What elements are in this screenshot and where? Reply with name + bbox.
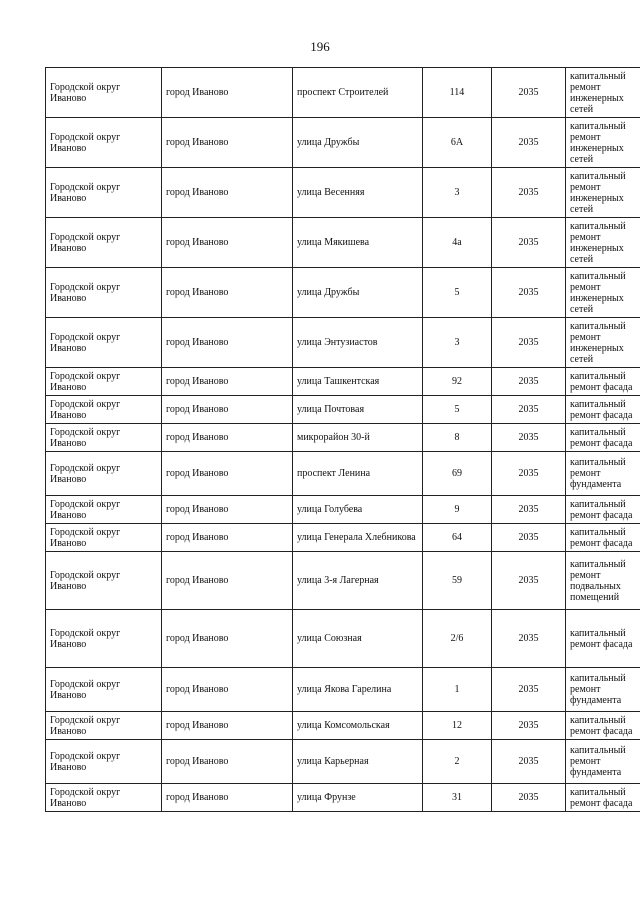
street-cell: улица Дружбы <box>293 118 423 168</box>
city-cell: город Иваново <box>162 368 293 396</box>
house-number-cell: 64 <box>423 524 492 552</box>
municipality-cell: Городской округ Иваново <box>46 168 162 218</box>
work-type-cell: капитальный ремонт фасада <box>566 784 640 812</box>
street-cell: улица Весенняя <box>293 168 423 218</box>
municipality-cell: Городской округ Иваново <box>46 668 162 712</box>
house-number-cell: 92 <box>423 368 492 396</box>
municipality-cell: Городской округ Иваново <box>46 784 162 812</box>
house-number-cell: 1 <box>423 668 492 712</box>
street-cell: улица Голубева <box>293 496 423 524</box>
table-row <box>46 452 640 496</box>
street-cell: проспект Ленина <box>293 452 423 496</box>
city-cell: город Иваново <box>162 452 293 496</box>
house-number-cell: 6А <box>423 118 492 168</box>
work-type-cell: капитальный ремонт фасада <box>566 712 640 740</box>
year-cell: 2035 <box>492 668 566 712</box>
municipality-cell: Городской округ Иваново <box>46 218 162 268</box>
municipality-cell: Городской округ Иваново <box>46 496 162 524</box>
year-cell: 2035 <box>492 168 566 218</box>
street-cell: улица Энтузиастов <box>293 318 423 368</box>
city-cell: город Иваново <box>162 552 293 610</box>
street-cell: улица Якова Гарелина <box>293 668 423 712</box>
year-cell: 2035 <box>492 784 566 812</box>
city-cell: город Иваново <box>162 396 293 424</box>
municipality-cell: Городской округ Иваново <box>46 740 162 784</box>
work-type-cell: капитальный ремонт фасада <box>566 496 640 524</box>
work-type-cell: капитальный ремонт фасада <box>566 524 640 552</box>
municipality-cell: Городской округ Иваново <box>46 524 162 552</box>
table-row <box>46 552 640 610</box>
house-number-cell: 12 <box>423 712 492 740</box>
year-cell: 2035 <box>492 268 566 318</box>
table-row <box>46 368 640 396</box>
house-number-cell: 31 <box>423 784 492 812</box>
city-cell: город Иваново <box>162 68 293 118</box>
year-cell: 2035 <box>492 368 566 396</box>
year-cell: 2035 <box>492 424 566 452</box>
house-number-cell: 9 <box>423 496 492 524</box>
street-cell: проспект Строителей <box>293 68 423 118</box>
work-type-cell: капитальный ремонт подвальных помещений <box>566 552 640 610</box>
table-row <box>46 496 640 524</box>
table-row <box>46 218 640 268</box>
house-number-cell: 8 <box>423 424 492 452</box>
city-cell: город Иваново <box>162 610 293 668</box>
work-type-cell: капитальный ремонт инженерных сетей <box>566 68 640 118</box>
work-type-cell: капитальный ремонт инженерных сетей <box>566 218 640 268</box>
work-type-cell: капитальный ремонт инженерных сетей <box>566 268 640 318</box>
city-cell: город Иваново <box>162 218 293 268</box>
table-row <box>46 318 640 368</box>
city-cell: город Иваново <box>162 168 293 218</box>
page-number: 196 <box>310 39 330 54</box>
housing-repair-table <box>45 67 640 812</box>
work-type-cell: капитальный ремонт инженерных сетей <box>566 118 640 168</box>
city-cell: город Иваново <box>162 496 293 524</box>
house-number-cell: 59 <box>423 552 492 610</box>
work-type-cell: капитальный ремонт фундамента <box>566 668 640 712</box>
work-type-cell: капитальный ремонт инженерных сетей <box>566 318 640 368</box>
street-cell: улица Ташкентская <box>293 368 423 396</box>
table-row <box>46 740 640 784</box>
year-cell: 2035 <box>492 496 566 524</box>
year-cell: 2035 <box>492 118 566 168</box>
municipality-cell: Городской округ Иваново <box>46 552 162 610</box>
year-cell: 2035 <box>492 218 566 268</box>
municipality-cell: Городской округ Иваново <box>46 368 162 396</box>
municipality-cell: Городской округ Иваново <box>46 68 162 118</box>
table-body <box>46 68 640 812</box>
work-type-cell: капитальный ремонт фасада <box>566 610 640 668</box>
municipality-cell: Городской округ Иваново <box>46 396 162 424</box>
table-row <box>46 784 640 812</box>
house-number-cell: 3 <box>423 318 492 368</box>
city-cell: город Иваново <box>162 524 293 552</box>
year-cell: 2035 <box>492 452 566 496</box>
year-cell: 2035 <box>492 740 566 784</box>
street-cell: улица Дружбы <box>293 268 423 318</box>
municipality-cell: Городской округ Иваново <box>46 268 162 318</box>
city-cell: город Иваново <box>162 784 293 812</box>
city-cell: город Иваново <box>162 118 293 168</box>
work-type-cell: капитальный ремонт инженерных сетей <box>566 168 640 218</box>
table-row <box>46 118 640 168</box>
house-number-cell: 5 <box>423 396 492 424</box>
table-row <box>46 610 640 668</box>
street-cell: улица Генерала Хлебникова <box>293 524 423 552</box>
municipality-cell: Городской округ Иваново <box>46 452 162 496</box>
city-cell: город Иваново <box>162 268 293 318</box>
table-row <box>46 524 640 552</box>
street-cell: улица Мякишева <box>293 218 423 268</box>
year-cell: 2035 <box>492 712 566 740</box>
street-cell: улица Фрунзе <box>293 784 423 812</box>
table-row <box>46 168 640 218</box>
year-cell: 2035 <box>492 396 566 424</box>
house-number-cell: 69 <box>423 452 492 496</box>
year-cell: 2035 <box>492 524 566 552</box>
table-row <box>46 68 640 118</box>
table-row <box>46 268 640 318</box>
street-cell: улица Союзная <box>293 610 423 668</box>
house-number-cell: 3 <box>423 168 492 218</box>
house-number-cell: 5 <box>423 268 492 318</box>
street-cell: улица Комсомольская <box>293 712 423 740</box>
work-type-cell: капитальный ремонт фундамента <box>566 452 640 496</box>
municipality-cell: Городской округ Иваново <box>46 610 162 668</box>
house-number-cell: 114 <box>423 68 492 118</box>
work-type-cell: капитальный ремонт фундамента <box>566 740 640 784</box>
city-cell: город Иваново <box>162 668 293 712</box>
table-row <box>46 712 640 740</box>
table-row <box>46 668 640 712</box>
year-cell: 2035 <box>492 610 566 668</box>
work-type-cell: капитальный ремонт фасада <box>566 424 640 452</box>
street-cell: микрорайон 30-й <box>293 424 423 452</box>
house-number-cell: 2 <box>423 740 492 784</box>
municipality-cell: Городской округ Иваново <box>46 712 162 740</box>
house-number-cell: 4а <box>423 218 492 268</box>
street-cell: улица Почтовая <box>293 396 423 424</box>
city-cell: город Иваново <box>162 712 293 740</box>
table-row <box>46 424 640 452</box>
street-cell: улица Карьерная <box>293 740 423 784</box>
work-type-cell: капитальный ремонт фасада <box>566 368 640 396</box>
year-cell: 2035 <box>492 552 566 610</box>
year-cell: 2035 <box>492 318 566 368</box>
city-cell: город Иваново <box>162 318 293 368</box>
street-cell: улица 3-я Лагерная <box>293 552 423 610</box>
municipality-cell: Городской округ Иваново <box>46 424 162 452</box>
city-cell: город Иваново <box>162 740 293 784</box>
house-number-cell: 2/6 <box>423 610 492 668</box>
municipality-cell: Городской округ Иваново <box>46 118 162 168</box>
work-type-cell: капитальный ремонт фасада <box>566 396 640 424</box>
city-cell: город Иваново <box>162 424 293 452</box>
table-row <box>46 396 640 424</box>
year-cell: 2035 <box>492 68 566 118</box>
municipality-cell: Городской округ Иваново <box>46 318 162 368</box>
